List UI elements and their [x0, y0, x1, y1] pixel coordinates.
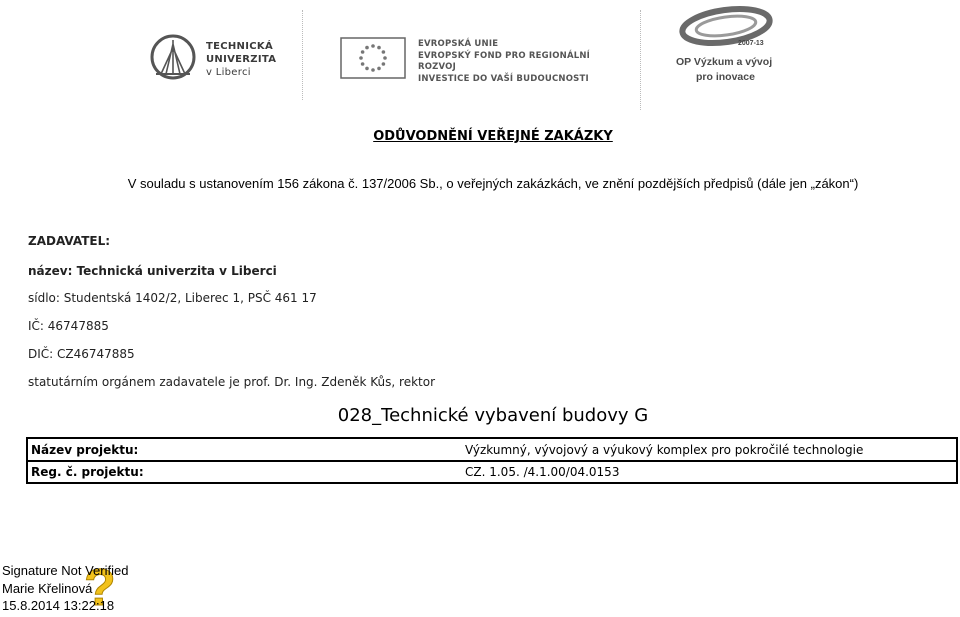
eu-logo	[340, 35, 620, 85]
tu-logo-line2: UNIVERZITA	[206, 54, 277, 65]
project-name-label: Název projektu:	[27, 438, 462, 461]
signature-signer: Marie Křelinová	[2, 581, 93, 596]
tu-logo-text	[206, 40, 276, 79]
signature-status: Signature Not Verified	[2, 563, 129, 578]
project-reg-label: Reg. č. projektu:	[27, 461, 462, 483]
logo-divider	[640, 10, 641, 110]
logo-divider	[302, 10, 303, 100]
company-id: IČ: 46747885	[28, 319, 109, 333]
tu-logo	[150, 20, 280, 90]
intro-text: V souladu s ustanovením 156 zákona č. 137/2006 Sb., o veřejných zakázkách, ve znění pozdějších předpisů (dále jen „zákon“)	[127, 176, 859, 191]
tu-logo-line3: v Liberci	[206, 67, 251, 78]
op-logo	[672, 2, 792, 82]
table-row	[27, 461, 957, 483]
university-emblem-icon	[150, 34, 196, 80]
project-reg-value: CZ. 1.05. /4.1.00/04.0153	[462, 461, 957, 483]
zadavatel-heading: ZADAVATEL:	[28, 234, 111, 248]
project-info-table	[26, 437, 958, 484]
op-logo-years: 2007-13	[738, 40, 764, 47]
eu-logo-line2: EVROPSKÝ FOND PRO REGIONÁLNÍ ROZVOJ	[418, 50, 591, 72]
project-title: 028_Technické vybavení budovy G	[337, 405, 649, 426]
op-logo-line2: pro inovace	[696, 71, 755, 83]
document-title: ODŮVODNĚNÍ VEŘEJNÉ ZAKÁZKY	[373, 129, 613, 144]
table-row	[27, 438, 957, 461]
tu-logo-line1: TECHNICKÁ	[206, 41, 273, 52]
eu-logo-text	[418, 39, 620, 85]
question-mark-icon: ?	[84, 559, 116, 617]
vat-id: DIČ: CZ46747885	[28, 347, 135, 361]
contracting-authority-name: název: Technická univerzita v Liberci	[28, 264, 277, 278]
statutory-body: statutárním orgánem zadavatele je prof. Dr. Ing. Zdeněk Kůs, rektor	[28, 375, 436, 389]
signature-datetime: 15.8.2014 13:22:18	[2, 598, 115, 613]
project-name-value: Výzkumný, vývojový a výukový komplex pro pokročilé technologie	[462, 438, 957, 461]
eu-logo-line3: INVESTICE DO VAŠÍ BUDOUCNOSTI	[418, 73, 589, 84]
contracting-authority-address: sídlo: Studentská 1402/2, Liberec 1, PSČ 461 17	[28, 291, 317, 305]
eu-flag-icon	[340, 37, 406, 79]
eu-logo-line1: EVROPSKÁ UNIE	[418, 39, 499, 49]
op-logo-line1: OP Výzkum a vývoj	[676, 56, 773, 68]
